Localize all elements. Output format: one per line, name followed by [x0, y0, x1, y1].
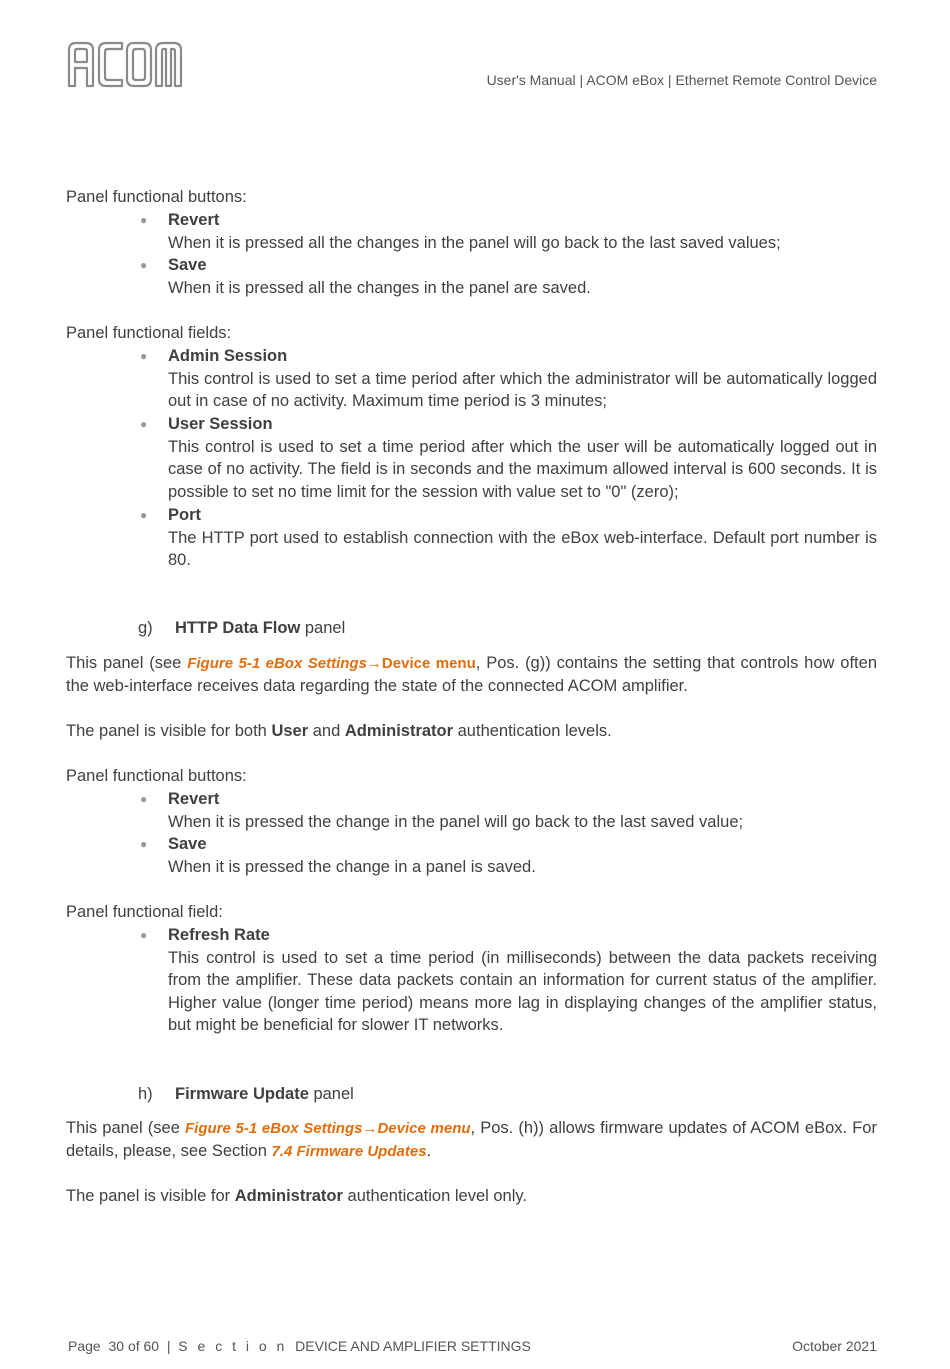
section-name: DEVICE AND AMPLIFIER SETTINGS [295, 1338, 531, 1354]
bullet-icon: ● [140, 417, 148, 431]
bullet-icon: ● [140, 837, 148, 851]
item-desc: This control is used to set a time period after which the administrator will be automatically logged out in case of no activity. Maximum time period is 3 minutes; [168, 369, 877, 411]
acom-logo [66, 40, 184, 90]
bullet-icon: ● [140, 928, 148, 942]
section-heading-g [138, 617, 345, 640]
bullet-icon: ● [140, 792, 148, 806]
item-term: Save [168, 835, 207, 853]
item-desc: The HTTP port used to establish connection with the eBox web-interface. Default port number is 80. [168, 528, 877, 570]
header-title: User's Manual | ACOM eBox | Ethernet Remote Control Device [486, 72, 877, 88]
item-term: Revert [168, 211, 220, 229]
section-g-intro: This panel (see Figure 5-1 eBox Settings→Device menu, Pos. (g)) contains the setting that controls how often the web-interface receives data regarding the state of the connected ACOM amplifier. [66, 654, 877, 695]
bullet-icon: ● [140, 258, 148, 272]
buttons-intro: Panel functional buttons: [66, 188, 247, 206]
item-desc: When it is pressed the change in a panel is saved. [168, 857, 536, 876]
buttons-intro: Panel functional buttons: [66, 767, 247, 785]
footer-separator: | [166, 1338, 171, 1354]
item-desc: When it is pressed all the changes in the panel will go back to the last saved values; [168, 233, 781, 252]
bullet-icon: ● [140, 213, 148, 227]
figure-link[interactable]: Figure 5-1 eBox Settings→Device menu [185, 1120, 471, 1137]
heading-suffix: panel [300, 619, 346, 637]
heading-letter: h) [138, 1085, 153, 1103]
section-h-intro: This panel (see Figure 5-1 eBox Settings→Device menu, Pos. (h)) allows firmware updates of ACOM eBox. For details, please, see Section 7.4 Firmware Updates. [66, 1119, 877, 1160]
page-label: Page [68, 1338, 101, 1354]
list-item [140, 833, 877, 878]
list-item [140, 254, 877, 299]
bullet-icon: ● [140, 508, 148, 522]
item-term: Admin Session [168, 347, 288, 365]
heading-letter: g) [138, 619, 153, 637]
item-term: Refresh Rate [168, 926, 270, 944]
list-item [140, 413, 877, 504]
list-item [140, 345, 877, 413]
figure-link[interactable]: Figure 5-1 eBox Settings→Device menu [187, 655, 476, 672]
section-h-visibility: The panel is visible for Administrator authentication level only. [66, 1187, 527, 1205]
field-intro: Panel functional field: [66, 903, 223, 921]
list-item [140, 788, 877, 833]
section-heading-h [138, 1083, 354, 1106]
item-desc: When it is pressed the change in the panel will go back to the last saved value; [168, 812, 744, 831]
heading-suffix: panel [308, 1085, 354, 1103]
list-item [140, 924, 877, 1038]
page-number: 30 of 60 [108, 1338, 160, 1354]
item-term: Save [168, 256, 207, 274]
heading-title: Firmware Update [175, 1085, 309, 1103]
item-desc: This control is used to set a time period (in milliseconds) between the data packets receiving from the amplifier. These data packets contain an information for current status of the amplifier. Higher value (longer time period) means more lag in displaying changes of the amplifier status, but might be beneficial for slower IT networks. [168, 948, 877, 1035]
section-label: S e c t i o n [178, 1338, 288, 1354]
item-desc: This control is used to set a time period after which the user will be automatically logged out in case of no activity. The field is in seconds and the maximum allowed interval is 600 seconds. It is possible to set no time limit for the session with value set to "0" (zero); [168, 437, 877, 501]
bullet-icon: ● [140, 349, 148, 363]
section-g-visibility: The panel is visible for both User and Administrator authentication levels. [66, 722, 612, 740]
fields-intro: Panel functional fields: [66, 324, 232, 342]
section-link[interactable]: 7.4 Firmware Updates [271, 1143, 427, 1160]
footer-date: October 2021 [792, 1338, 877, 1354]
item-term: Port [168, 506, 201, 524]
item-desc: When it is pressed all the changes in the panel are saved. [168, 278, 591, 297]
heading-title: HTTP Data Flow [175, 619, 301, 637]
list-item [140, 209, 877, 254]
list-item [140, 504, 877, 572]
page-footer [68, 1338, 531, 1354]
item-term: Revert [168, 790, 220, 808]
item-term: User Session [168, 415, 273, 433]
